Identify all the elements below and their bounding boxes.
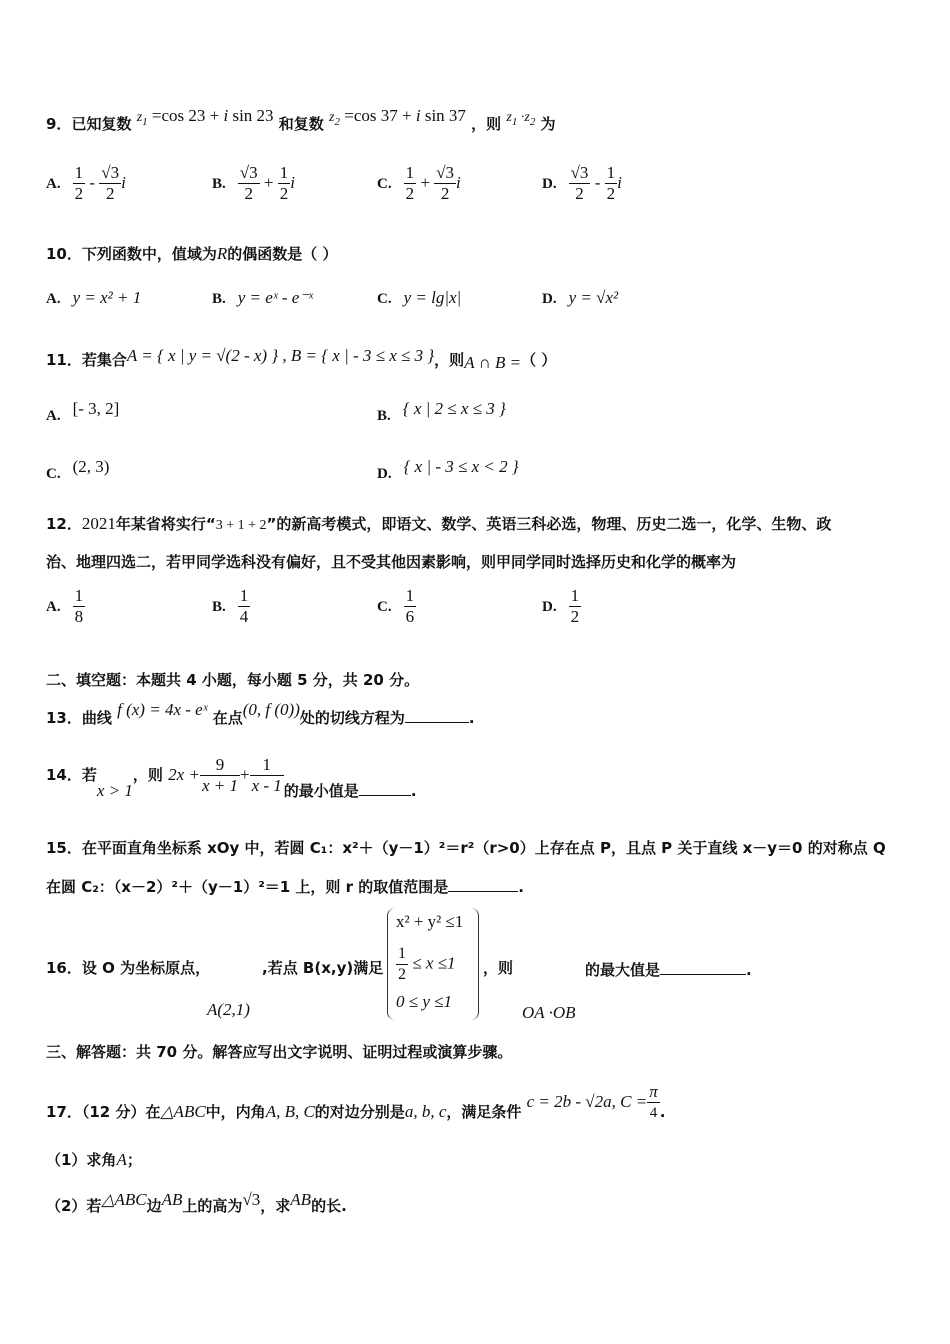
q17-number: 17． — [46, 1103, 82, 1121]
q16-number: 16． — [46, 959, 82, 977]
q12-line1b: ”的新高考模式，即语文、数学、英语三科必选，物理、历史二选一，化学、生物、政 — [266, 515, 832, 533]
q12-option-c — [377, 586, 416, 627]
q16-system-row-2 — [396, 944, 455, 985]
q12-option-a — [46, 586, 85, 627]
q10-r: R — [216, 244, 228, 263]
question-11 — [46, 346, 557, 372]
question-13 — [46, 700, 475, 728]
question-17 — [46, 1082, 666, 1133]
q11-option-expr: (2, 3) — [72, 457, 110, 476]
q17-part2-triangle: △ABC — [101, 1190, 147, 1209]
q12-line1a: 年某省将实行“ — [115, 515, 216, 533]
q11-number: 11． — [46, 351, 82, 369]
q9-z2-sub: 2 — [334, 115, 340, 128]
frac-num: √3 — [570, 163, 589, 182]
q14-text-post: 的最小值是 — [283, 782, 359, 800]
q17-part2-a: （2）若 — [46, 1197, 102, 1215]
q9-z1-rest: sin 23 — [228, 106, 274, 125]
q16-text-mid: ,若点 B(x,y)满足 — [262, 959, 384, 977]
q14-term1: 2x + — [168, 765, 200, 784]
q9-option-op: - — [85, 173, 100, 192]
q14-text-end: . — [410, 782, 417, 800]
q10-text-pre: 下列函数中，值域为 — [81, 245, 217, 263]
q10-option-expr: y = √x² — [568, 288, 619, 307]
q17-text-end: . — [659, 1103, 666, 1121]
frac-den: 4 — [649, 1105, 658, 1121]
q13-text-end: . — [468, 709, 475, 727]
q15-answer-blank[interactable] — [448, 875, 518, 892]
q11-option-expr: { x | 2 ≤ x ≤ 3 } — [402, 399, 506, 418]
q14-answer-blank[interactable] — [359, 779, 411, 796]
frac-num: 1 — [405, 586, 415, 605]
q15-line1: 在平面直角坐标系 xOy 中，若圆 C₁：x²＋（y－1）²＝r²（r>0）上存在点 P，且点 P 关于直线 x－y＝0 的对称点 Q — [81, 839, 886, 857]
q12-option-label: D. — [542, 599, 557, 615]
q13-text-pre: 曲线 — [81, 709, 112, 727]
question-14 — [46, 755, 417, 800]
q16-inequality-system — [387, 908, 479, 1020]
q11-option-d — [377, 457, 519, 483]
q17-sides: a, b, c — [404, 1102, 447, 1121]
q12-number: 12． — [46, 515, 82, 533]
q13-function: f (x) = 4x - eˣ — [117, 700, 208, 719]
q12-option-label: B. — [212, 599, 226, 615]
question-9 — [46, 106, 556, 140]
q11-option-label: D. — [377, 466, 392, 482]
q17-angles: A, B, C — [265, 1102, 315, 1121]
frac-den: 2 — [244, 184, 253, 203]
q17-part2-ab: AB — [161, 1190, 183, 1209]
q9-option-c — [377, 163, 461, 204]
frac-num: 1 — [74, 163, 84, 182]
q16-system-row-1: x² + y² ≤1 — [396, 912, 464, 931]
q10-option-c — [377, 288, 461, 308]
q11-text-mid: ，则 — [434, 351, 465, 369]
frac-den: 2 — [575, 184, 584, 203]
q17-part2-c: 上的高为 — [182, 1197, 243, 1215]
frac-num: 1 — [570, 586, 580, 605]
frac-den: 2 — [440, 184, 450, 203]
frac-den: 2 — [398, 966, 406, 983]
q16-system-row-3: 0 ≤ y ≤1 — [396, 992, 452, 1011]
frac-den: 8 — [74, 607, 84, 626]
q14-number: 14． — [46, 766, 82, 784]
q11-option-expr: [- 3, 2] — [72, 399, 120, 418]
frac-num: 1 — [606, 163, 616, 182]
q17-part-1 — [46, 1150, 142, 1170]
frac-num: 1 — [74, 586, 84, 605]
q9-prod2-sub: 2 — [529, 115, 536, 128]
q11-intersection: A ∩ B = — [464, 353, 522, 372]
q9-option-op: - — [590, 173, 605, 192]
q9-z2-expr: =cos 37 + — [340, 106, 416, 125]
q11-option-c — [46, 457, 110, 483]
q9-option-label: B. — [212, 176, 226, 192]
q16-text-end: . — [746, 961, 752, 979]
q17-part1-angle: A — [116, 1150, 127, 1169]
q16-answer-blank[interactable] — [660, 958, 746, 975]
q10-text-post: 的偶函数是（ ） — [227, 245, 338, 263]
section-3-heading: 三、解答题：共 70 分。解答应写出文字说明、证明过程或演算步骤。 — [46, 1043, 513, 1061]
q9-z2-rest: sin 37 — [420, 106, 466, 125]
frac-den: 4 — [239, 607, 249, 626]
q14-text-mid: ，则 — [132, 766, 163, 784]
frac-den: x - 1 — [251, 776, 282, 795]
question-16-post2 — [585, 958, 752, 980]
q16-text-pre: 设 O 为坐标原点， — [81, 959, 211, 977]
q9-number: 9． — [46, 115, 72, 133]
q11-sets: A = { x | y = √(2 - x) } , B = { x | - 3 ≤ x ≤ 3 } — [126, 346, 435, 365]
question-12-line1 — [46, 514, 831, 536]
question-15-line2 — [46, 875, 524, 897]
section-2-heading: 二、填空题：本题共 4 小题，每小题 5 分，共 20 分。 — [46, 671, 420, 689]
q10-option-a — [46, 288, 141, 308]
q9-prod1: z — [506, 110, 512, 125]
q10-option-label: A. — [46, 291, 61, 307]
q17-part2-e: 的长. — [311, 1197, 347, 1215]
q9-text-pre: 已知复数 — [71, 115, 132, 133]
q9-z1-sub: 1 — [142, 115, 148, 128]
q9-z2-i: i — [415, 106, 421, 125]
question-16 — [46, 958, 210, 978]
q10-option-label: D. — [542, 291, 557, 307]
frac-num: √3 — [436, 163, 455, 182]
q12-mode: 3 + 1 + 2 — [215, 518, 267, 533]
q12-line2: 治、地理四选二，若甲同学选科没有偏好，且不受其他因素影响，则甲同学同时选择历史和化学的概率为 — [46, 553, 737, 571]
frac-num: 1 — [396, 944, 408, 965]
q9-z2: z — [329, 110, 335, 125]
q17-part2-b: 边 — [146, 1197, 162, 1215]
q17-part2-ab-2: AB — [290, 1190, 312, 1209]
frac-den: 2 — [74, 184, 84, 203]
question-15-line1 — [46, 838, 886, 858]
question-16-mid — [262, 958, 383, 978]
frac-den: 2 — [279, 184, 289, 203]
frac-den: 6 — [405, 607, 415, 626]
q9-option-label: D. — [542, 176, 557, 192]
q15-text-end: . — [518, 878, 524, 896]
q9-text-comma: ，则 — [471, 115, 502, 133]
q17-part2-sqrt3: √3 — [242, 1190, 261, 1209]
q17-score: （12 分）在 — [81, 1103, 161, 1121]
q11-text-post: （ ） — [521, 351, 557, 369]
q9-z1-expr: =cos 23 + — [147, 106, 224, 125]
q9-text-mid: 和复数 — [278, 115, 324, 133]
q10-option-label: C. — [377, 291, 392, 307]
q16-system-row-2-rest: ≤ x ≤1 — [408, 953, 456, 973]
q10-option-expr: y = x² + 1 — [72, 288, 142, 307]
q10-option-b — [212, 288, 313, 308]
q9-option-i: i — [617, 173, 622, 192]
q17-triangle: △ABC — [160, 1102, 206, 1121]
frac-num: 1 — [250, 755, 284, 776]
q13-number: 13． — [46, 709, 82, 727]
frac-num: √3 — [239, 163, 258, 182]
q12-option-b — [212, 586, 250, 627]
q15-number: 15． — [46, 839, 82, 857]
frac-den: 2 — [570, 607, 580, 626]
q13-text-post: 处的切线方程为 — [299, 709, 405, 727]
q13-text-mid: 在点 — [212, 709, 243, 727]
q9-dot: · — [517, 110, 525, 125]
q11-option-label: C. — [46, 466, 61, 482]
q9-option-a — [46, 163, 126, 204]
q17-part1-a: （1）求角 — [46, 1151, 117, 1169]
q14-condition: x > 1 — [96, 781, 133, 800]
frac-den: x + 1 — [201, 776, 238, 795]
q11-option-label: B. — [377, 408, 391, 424]
q17-condition: c = 2b - √2a, C = — [526, 1092, 648, 1111]
q9-option-i: i — [456, 173, 461, 192]
frac-den: 2 — [405, 184, 415, 203]
q15-line2: 在圆 C₂：（x－2）²＋（y－1）²＝1 上，则 r 的取值范围是 — [46, 878, 449, 896]
q12-year: 2021 — [81, 514, 116, 533]
q10-number: 10． — [46, 245, 82, 263]
q16-point-a: A(2,1) — [207, 1000, 250, 1019]
frac-num: 1 — [405, 163, 415, 182]
frac-num: π — [649, 1082, 658, 1101]
frac-num: 9 — [200, 755, 240, 776]
q9-option-b — [212, 163, 295, 204]
q16-text-post2: 的最大值是 — [585, 961, 661, 979]
q9-option-i: i — [121, 173, 126, 192]
q10-option-expr: y = lg|x| — [403, 288, 462, 307]
frac-den: 2 — [606, 184, 616, 203]
q9-z1: z — [136, 110, 143, 125]
q11-option-label: A. — [46, 408, 61, 424]
frac-num: 1 — [239, 586, 249, 605]
q10-option-d — [542, 288, 618, 308]
q9-option-label: C. — [377, 176, 392, 192]
frac-num: √3 — [101, 163, 120, 182]
question-10 — [46, 244, 338, 264]
q9-option-op: + — [259, 173, 278, 192]
q17-text-mid1: 中，内角 — [205, 1103, 266, 1121]
frac-den: 2 — [105, 184, 115, 203]
question-12-line2 — [46, 552, 736, 572]
q17-text-mid2: 的对边分别是 — [314, 1103, 405, 1121]
q9-text-end: 为 — [540, 115, 556, 133]
frac-num: 1 — [279, 163, 289, 182]
q11-option-expr: { x | - 3 ≤ x < 2 } — [403, 457, 519, 476]
q13-answer-blank[interactable] — [405, 706, 469, 723]
q9-option-label: A. — [46, 176, 61, 192]
q9-prod1-sub: 1 — [511, 115, 518, 128]
q12-option-label: A. — [46, 599, 61, 615]
q14-plus: + — [239, 765, 250, 784]
q9-option-i: i — [290, 173, 295, 192]
q17-text-mid3: ，满足条件 — [446, 1103, 522, 1121]
q12-option-label: C. — [377, 599, 392, 615]
q11-option-a — [46, 399, 120, 425]
q17-part2-d: ，求 — [260, 1197, 291, 1215]
q14-text-pre: 若 — [81, 766, 97, 784]
q16-dot-product: OA ·OB — [522, 1003, 576, 1022]
q9-option-d — [542, 163, 622, 204]
q12-option-d — [542, 586, 581, 627]
q16-text-post: ，则 — [483, 959, 514, 977]
q17-part-2 — [46, 1190, 347, 1216]
q9-z1-i: i — [223, 106, 229, 125]
q9-option-op: + — [416, 173, 435, 192]
q13-point: (0, f (0)) — [242, 700, 300, 719]
q9-prod2: z — [524, 110, 530, 125]
q10-option-expr: y = eˣ - e⁻ˣ — [237, 288, 314, 307]
q17-part1-b: ； — [126, 1151, 142, 1169]
q11-text-pre: 若集合 — [81, 351, 127, 369]
q11-option-b — [377, 399, 506, 425]
q10-option-label: B. — [212, 291, 226, 307]
question-16-post — [483, 958, 513, 978]
